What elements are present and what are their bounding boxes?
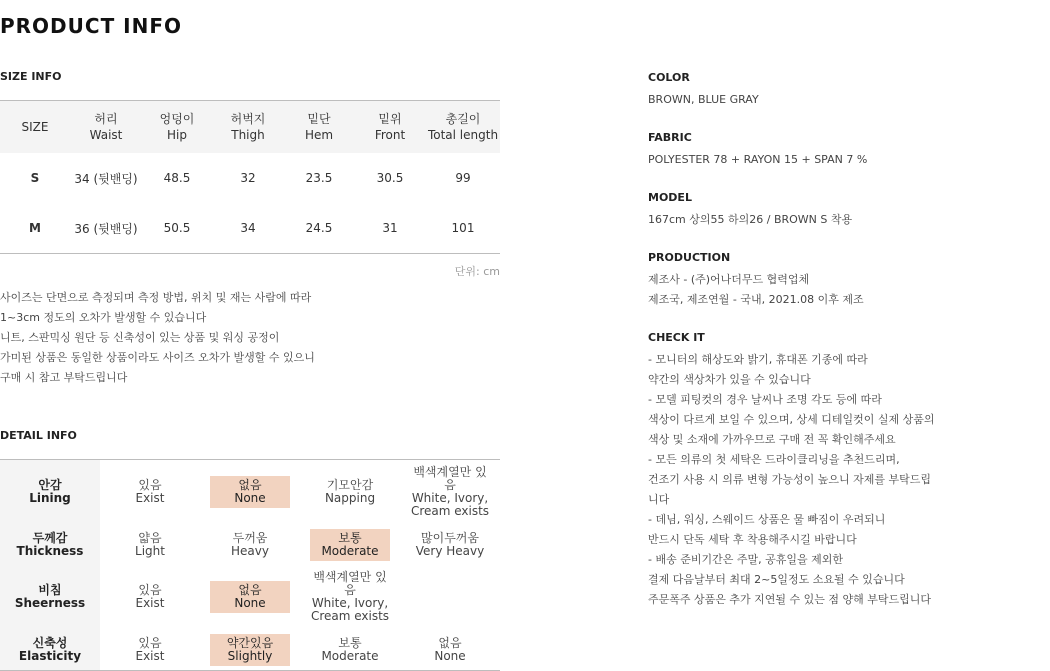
detail-option xyxy=(110,529,190,561)
detail-option-selected xyxy=(210,476,290,508)
detail-option-line: Cream exists xyxy=(410,504,490,518)
fabric-label: FABRIC xyxy=(648,131,692,144)
detail-option-selected xyxy=(210,581,290,613)
detail-option xyxy=(110,581,190,613)
color-label: COLOR xyxy=(648,71,690,84)
detail-option xyxy=(310,568,390,626)
detail-option-line: White, Ivory, xyxy=(411,491,489,505)
detail-option-line: Light xyxy=(135,543,165,558)
model-block xyxy=(648,190,948,230)
table-row xyxy=(0,203,500,254)
note-line: 사이즈는 단면으로 측정되며 측정 방법, 위치 및 재는 사람에 따라 xyxy=(0,291,312,304)
table-cell: 23.5 xyxy=(305,171,333,185)
detail-option-line: Heavy xyxy=(231,543,269,558)
detail-cell xyxy=(400,565,500,629)
check-line: 주문폭주 상품은 추가 지연될 수 있는 점 양해 부탁드립니다 xyxy=(648,593,931,606)
detail-cell xyxy=(300,524,400,565)
product-meta xyxy=(648,70,948,630)
detail-option-line: Slightly xyxy=(227,648,273,663)
check-line: 반드시 단독 세탁 후 착용해주시길 바랍니다 xyxy=(648,533,857,546)
check-line: - 모니터의 해상도와 밝기, 휴대폰 기종에 따라 xyxy=(648,353,868,366)
check-it-block xyxy=(648,330,948,610)
detail-option-line: Very Heavy xyxy=(415,543,485,558)
detail-row xyxy=(0,565,500,629)
detail-cell xyxy=(200,565,300,629)
waist-col-header: 허리 Waist xyxy=(70,101,142,154)
detail-head-en: Lining xyxy=(29,491,71,505)
detail-option-line: Moderate xyxy=(321,648,379,663)
detail-option-line: 없음 xyxy=(438,635,462,650)
table-cell: 34 (뒷밴딩) xyxy=(74,171,138,186)
detail-option-line: 약간있음 xyxy=(226,635,274,650)
total-length-col-header: 총길이 Total length xyxy=(426,101,500,154)
detail-option-line: Napping xyxy=(324,491,376,505)
fabric-value: POLYESTER 78 + RAYON 15 + SPAN 7 % xyxy=(648,153,868,166)
table-cell: 50.5 xyxy=(163,221,191,235)
table-cell: 34 xyxy=(240,221,256,235)
detail-row-head xyxy=(0,524,100,565)
detail-cell xyxy=(300,629,400,670)
production-line: 제조사 - (주)어나더무드 협력업체 xyxy=(648,273,810,286)
detail-option-line: 있음 xyxy=(138,583,162,597)
detail-row-head xyxy=(0,460,100,524)
production-block xyxy=(648,250,948,310)
detail-option-line: 백색계열만 있음 xyxy=(413,465,487,492)
check-line: 색상이 다르게 보일 수 있으며, 상세 디테일컷이 실제 상품의 xyxy=(648,413,935,426)
check-line: - 모든 의류의 첫 세탁은 드라이클리닝을 추천드리며, xyxy=(648,453,900,466)
detail-option-line: None xyxy=(434,648,466,663)
detail-cell xyxy=(200,460,300,524)
table-cell: 30.5 xyxy=(376,171,404,185)
detail-row-head xyxy=(0,629,100,670)
table-cell: 48.5 xyxy=(163,171,191,185)
color-value: BROWN, BLUE GRAY xyxy=(648,93,759,106)
table-cell: 101 xyxy=(451,221,475,235)
detail-cell xyxy=(100,460,200,524)
detail-option xyxy=(310,634,390,666)
detail-option xyxy=(110,476,190,508)
table-cell: 99 xyxy=(455,171,471,185)
detail-cell xyxy=(300,565,400,629)
detail-cell xyxy=(100,565,200,629)
detail-option-line: 없음 xyxy=(238,478,262,492)
note-line: 1~3cm 정도의 오차가 발생할 수 있습니다 xyxy=(0,311,207,324)
size-notes xyxy=(0,288,315,388)
hem-col-header: 밑단 Hem xyxy=(284,101,354,154)
detail-option xyxy=(410,634,490,666)
model-label: MODEL xyxy=(648,191,692,204)
detail-option-line: 없음 xyxy=(238,583,262,597)
model-value: 167cm 상의55 하의26 / BROWN S 착용 xyxy=(648,213,853,226)
note-line: 구매 시 참고 부탁드립니다 xyxy=(0,371,128,384)
detail-option-line: 있음 xyxy=(138,478,162,492)
detail-option-line: 백색계열만 있음 xyxy=(313,570,387,597)
detail-head-en: Elasticity xyxy=(18,648,82,663)
unit-label: 단위: cm xyxy=(454,265,500,278)
detail-option xyxy=(410,463,490,521)
fabric-block xyxy=(648,130,948,170)
size-info-label: SIZE INFO xyxy=(0,70,62,83)
detail-option xyxy=(410,529,490,561)
table-row xyxy=(0,153,500,203)
detail-option-line: 두꺼움 xyxy=(232,530,268,545)
detail-option-selected xyxy=(310,529,390,561)
check-line: - 데님, 워싱, 스웨이드 상품은 물 빠짐이 우려되니 xyxy=(648,513,886,526)
detail-option-line: Exist xyxy=(135,596,165,610)
size-table xyxy=(0,100,500,254)
color-block xyxy=(648,70,948,110)
hip-col-header: 엉덩이 Hip xyxy=(142,101,212,154)
front-col-header: 밑위 Front xyxy=(354,101,426,154)
detail-option-line: Exist xyxy=(135,491,165,505)
detail-row xyxy=(0,629,500,670)
detail-row-head xyxy=(0,565,100,629)
detail-cell xyxy=(300,460,400,524)
check-line: - 모델 피팅컷의 경우 날씨나 조명 각도 등에 따라 xyxy=(648,393,882,406)
detail-cell xyxy=(400,629,500,670)
check-line: 약간의 색상차가 있을 수 있습니다 xyxy=(648,373,811,386)
detail-option-line: 많이두꺼움 xyxy=(421,530,479,545)
detail-option-line: 보통 xyxy=(338,635,362,650)
detail-option-line: 얇음 xyxy=(138,530,162,545)
detail-option-line: Cream exists xyxy=(310,609,390,623)
detail-option-line: 있음 xyxy=(138,635,162,650)
detail-table xyxy=(0,459,500,671)
table-cell: 31 xyxy=(382,221,398,235)
detail-option-line: Moderate xyxy=(321,543,379,558)
page-title: PRODUCT INFO xyxy=(0,14,183,38)
thigh-col-header: 허벅지 Thigh xyxy=(212,101,284,154)
check-line: 색상 및 소재에 가까우므로 구매 전 꼭 확인해주세요 xyxy=(648,433,896,446)
detail-head-ko: 안감 xyxy=(38,478,62,492)
detail-info-label: DETAIL INFO xyxy=(0,429,77,442)
production-label: PRODUCTION xyxy=(648,251,731,264)
detail-head-en: Sheerness xyxy=(14,596,86,610)
detail-head-en: Thickness xyxy=(16,543,84,558)
detail-cell xyxy=(200,629,300,670)
note-line: 니트, 스판믹싱 원단 등 신축성이 있는 상품 및 워싱 공정이 xyxy=(0,331,280,344)
detail-option-selected xyxy=(210,634,290,666)
detail-cell xyxy=(200,524,300,565)
size-table-header-row xyxy=(0,101,500,154)
detail-cell xyxy=(100,524,200,565)
check-line: - 배송 준비기간은 주말, 공휴일을 제외한 xyxy=(648,553,843,566)
detail-option-line: White, Ivory, xyxy=(311,596,389,610)
detail-head-ko: 신축성 xyxy=(32,635,68,650)
detail-head-ko: 두께감 xyxy=(32,530,68,545)
size-cell: M xyxy=(29,221,41,235)
table-cell: 24.5 xyxy=(305,221,333,235)
detail-option-line: 기모안감 xyxy=(326,478,374,492)
check-it-label: CHECK IT xyxy=(648,331,705,344)
detail-cell xyxy=(100,629,200,670)
detail-option-line: 보통 xyxy=(338,530,362,545)
size-col-header: SIZE xyxy=(0,101,70,154)
check-line: 건조기 사용 시 의류 변형 가능성이 높으니 자제를 부탁드립니다 xyxy=(648,473,931,506)
detail-cell xyxy=(400,460,500,524)
detail-option-line: None xyxy=(234,596,266,610)
detail-cell xyxy=(400,524,500,565)
detail-row xyxy=(0,460,500,524)
detail-row xyxy=(0,524,500,565)
detail-option xyxy=(210,529,290,561)
note-line: 가미된 상품은 동일한 상품이라도 사이즈 오차가 발생할 수 있으니 xyxy=(0,351,315,364)
size-cell: S xyxy=(30,171,40,185)
detail-option xyxy=(110,634,190,666)
table-cell: 36 (뒷밴딩) xyxy=(74,221,138,236)
production-line: 제조국, 제조연월 - 국내, 2021.08 이후 제조 xyxy=(648,293,864,306)
detail-option-line: Exist xyxy=(135,648,165,663)
detail-head-ko: 비침 xyxy=(38,583,62,597)
detail-option-line: None xyxy=(234,491,266,505)
detail-option xyxy=(310,476,390,508)
check-line: 결제 다음날부터 최대 2~5일정도 소요될 수 있습니다 xyxy=(648,573,905,586)
table-cell: 32 xyxy=(240,171,256,185)
